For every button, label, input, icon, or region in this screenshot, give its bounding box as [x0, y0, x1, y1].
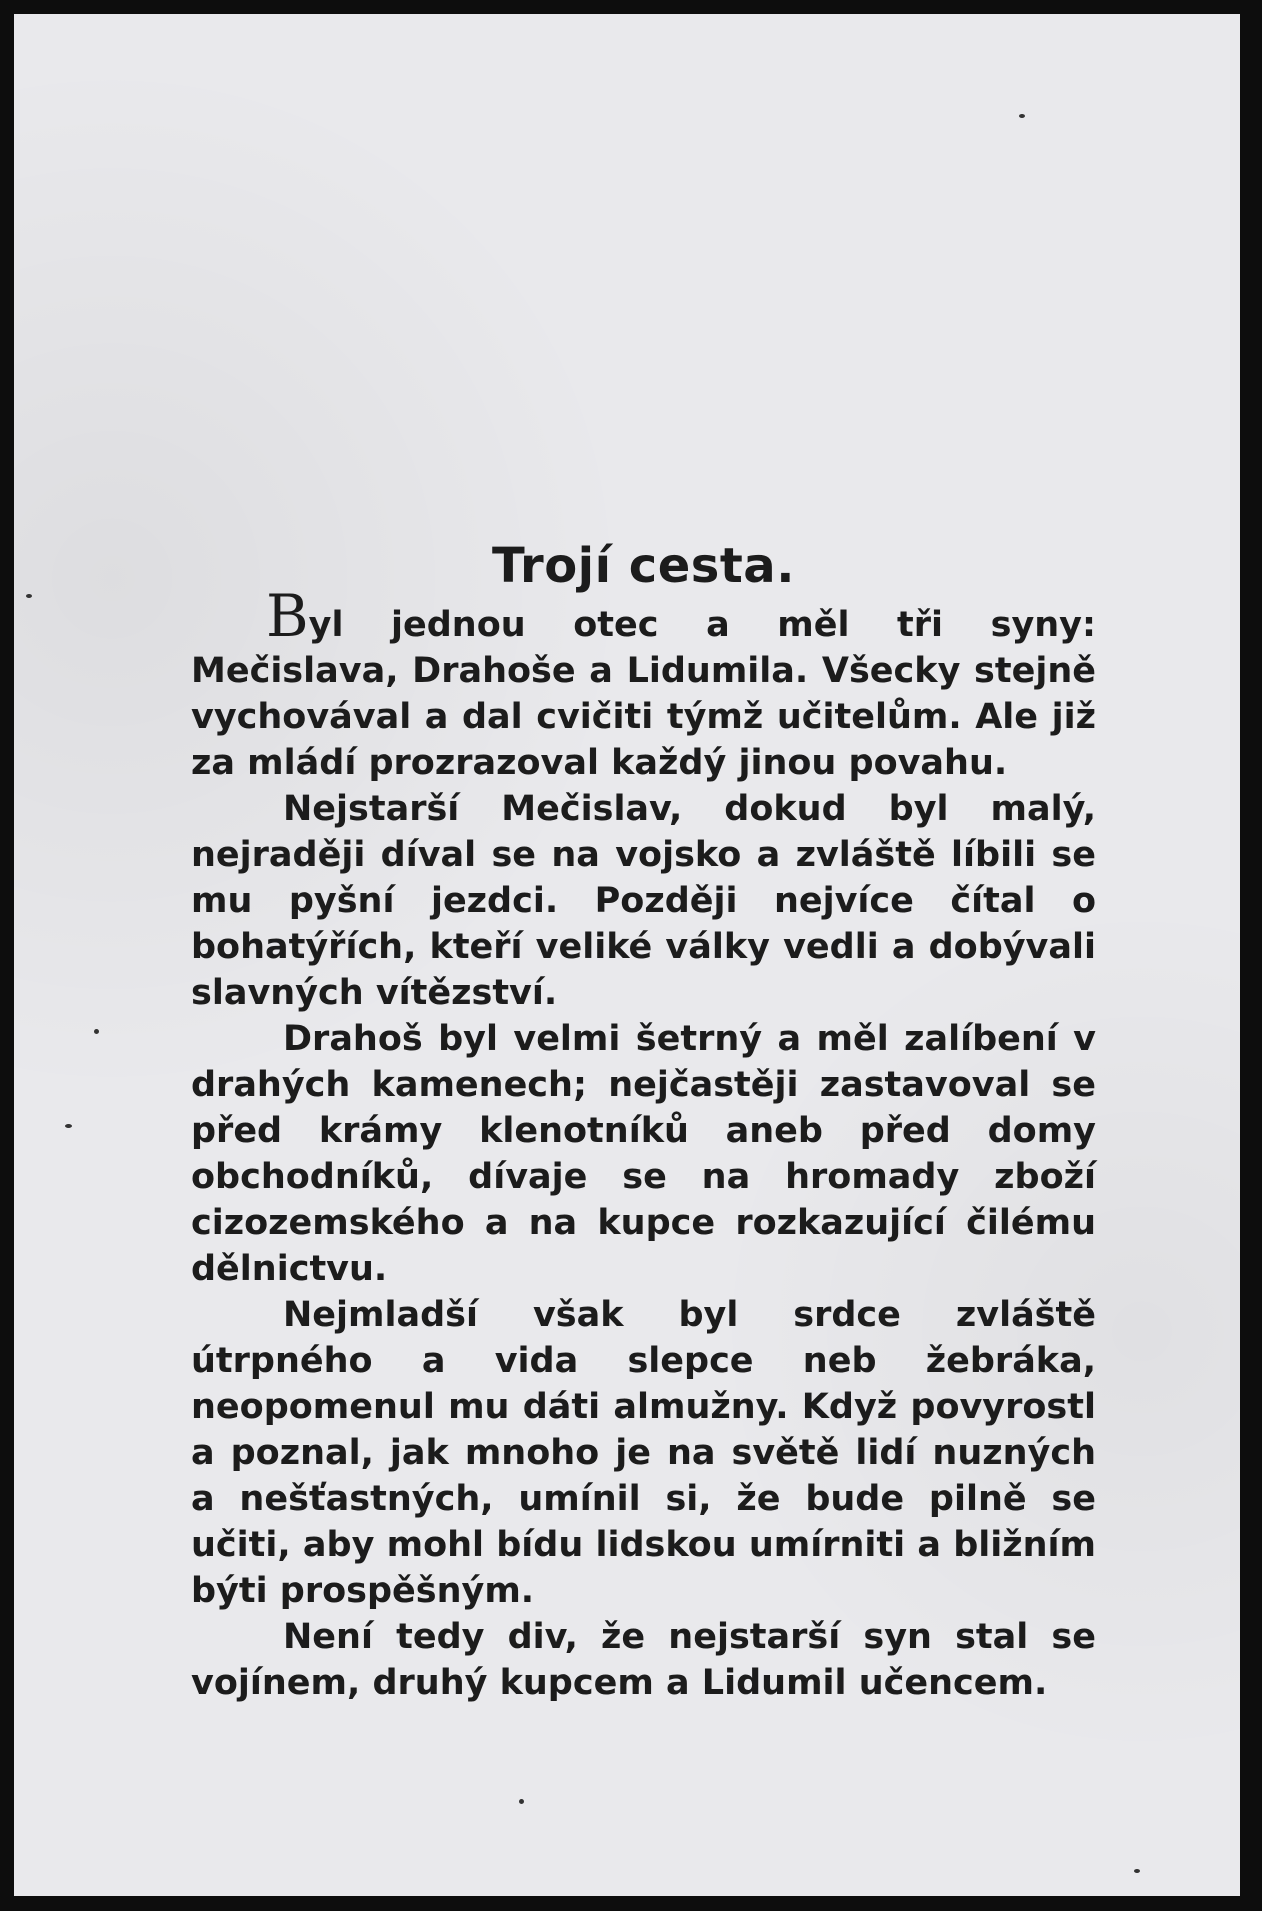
text-block: [191, 536, 1096, 1706]
dust-speck: [26, 594, 32, 598]
paragraph-lidumil: Nejmladší však byl srdce zvláště útrpného a vida slepce neb žebráka, neopomenul mu dáti almužny. Když povyrostl a poznal, jak mnoho je na světě lidí nuzných a nešťastných, umínil si, že bude pilně se učiti, aby mohl bídu lidskou umírniti a bližním býti prospěšným.: [191, 1295, 1096, 1611]
dust-speck: [1134, 1869, 1140, 1873]
dust-speck: [94, 1029, 99, 1034]
drop-cap: B: [266, 582, 309, 650]
scanned-page: [14, 14, 1240, 1896]
paragraph-conclusion: Není tedy div, že nejstarší syn stal se vojínem, druhý kupcem a Lidumil učencem.: [191, 1617, 1096, 1703]
paragraph-mecislav: Nejstarší Mečislav, dokud byl malý, nejraději díval se na vojsko a zvláště líbili se mu pyšní jezdci. Později nejvíce čítal o bohatýřích, kteří veliké války vedli a dobývali slavných vítězství.: [191, 789, 1096, 1013]
first-paragraph-text: yl jednou otec a měl tři syny: Mečislava, Drahoše a Lidumila. Všecky stejně vychovával a dal cvičiti týmž učitelům. Ale již za mládí prozrazoval každý jinou povahu.: [191, 605, 1096, 783]
dust-speck: [65, 1124, 72, 1128]
paragraph-drahos: Drahoš byl velmi šetrný a měl zalíbení v drahých kamenech; nejčastěji zastavoval se před krámy klenotníků aneb před domy obchodníků, dívaje se na hromady zboží cizozemského a na kupce rozkazující čilému dělnictvu.: [191, 1019, 1096, 1289]
dust-speck: [1019, 114, 1025, 118]
page-title: Trojí cesta.: [492, 538, 795, 594]
dust-speck: [519, 1799, 524, 1804]
first-paragraph: [191, 582, 1096, 786]
